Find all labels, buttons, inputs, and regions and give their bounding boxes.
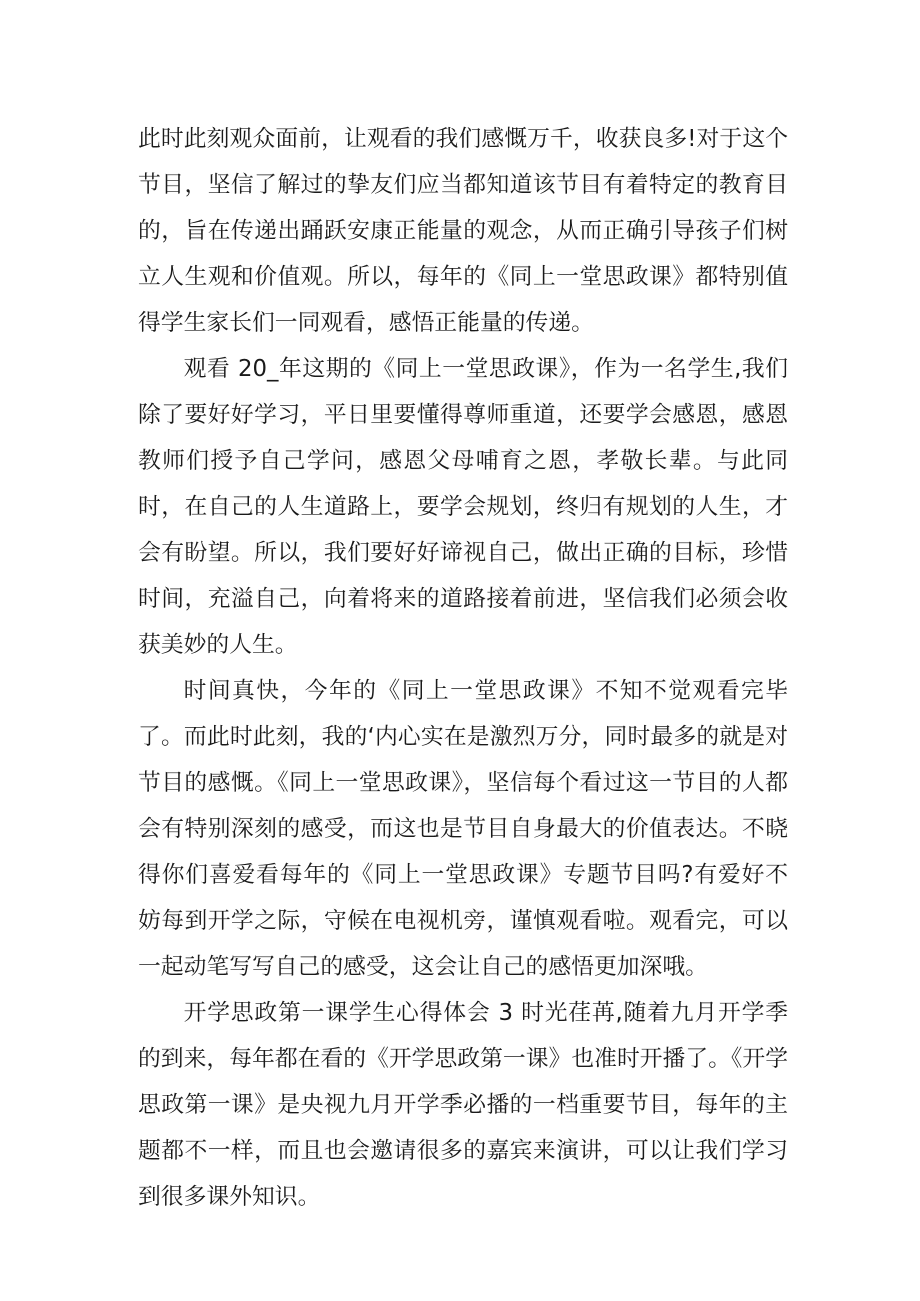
- paragraph-2: 观看 20_年这期的《同上一堂思政课》，作为一名学生,我们除了要好好学习，平日里要懂得尊师重道，还要学会感恩，感恩教师们授予自己学问，感恩父母哺育之恩，孝敬长辈。与此同时，在自己的人生道路上，要学会规划，终归有规划的人生，才会有盼望。所以，我们要好好谛视自己，做出正确的目标，珍惜时间，充溢自己，向着将来的道路接着前进，坚信我们必须会收获美妙的人生。: [138, 356, 788, 658]
- paragraph-1: 此时此刻观众面前，让观看的我们感慨万千，收获良多!对于这个节目，坚信了解过的挚友们应当都知道该节目有着特定的教育目的，旨在传递出踊跃安康正能量的观念，从而正确引导孩子们树立人生观和价值观。所以，每年的《同上一堂思政课》都特别值得学生家长们一同观看，感悟正能量的传递。: [138, 126, 788, 336]
- paragraph-3: 时间真快，今年的《同上一堂思政课》不知不觉观看完毕了。而此时此刻，我的‘内心实在是激烈万分，同时最多的就是对节目的感慨。《同上一堂思政课》，坚信每个看过这一节目的人都会有特别深刻的感受，而这也是节目自身最大的价值表达。不晓得你们喜爱看每年的《同上一堂思政课》专题节目吗?有爱好不妨每到开学之际，守候在电视机旁，谨慎观看啦。观看完，可以一起动笔写写自己的感受，这会让自己的感悟更加深哦。: [138, 678, 788, 980]
- document-body: [138, 116, 788, 1220]
- paragraph-4: 开学思政第一课学生心得体会 3 时光荏苒,随着九月开学季的到来，每年都在看的《开学思政第一课》也准时开播了。《开学思政第一课》是央视九月开学季必播的一档重要节目，每年的主题都不一样，而且也会邀请很多的嘉宾来演讲，可以让我们学习到很多课外知识。: [138, 1000, 788, 1210]
